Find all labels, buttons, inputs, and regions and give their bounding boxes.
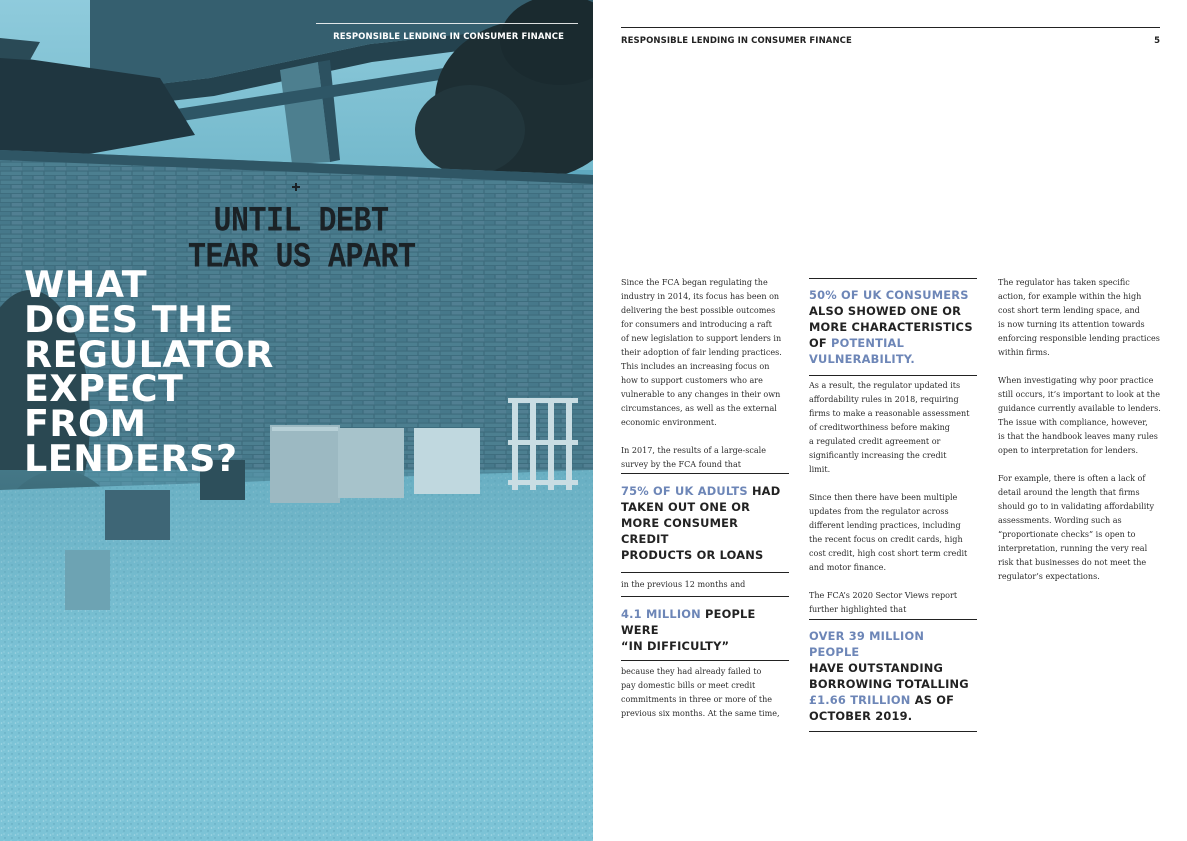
pullquote-rule xyxy=(809,619,977,620)
paragraph xyxy=(809,491,977,575)
pullquote-rule xyxy=(621,660,789,661)
text-line: regulator’s expectations. xyxy=(998,572,1100,581)
text-line: a regulated credit agreement or xyxy=(809,437,941,446)
text-line: commitments in three or more of the xyxy=(621,695,773,704)
left-running-head: RESPONSIBLE LENDING IN CONSUMER FINANCE xyxy=(333,32,564,42)
paragraph xyxy=(621,276,789,430)
pullquote-text: AS OF xyxy=(910,693,955,707)
paragraph xyxy=(809,589,977,617)
text-line: because they had already failed to xyxy=(621,667,762,676)
pullquote-accent: 50% OF UK CONSUMERS xyxy=(809,288,969,302)
text-line: limit. xyxy=(809,465,831,474)
pullquote-rule xyxy=(809,278,977,279)
pullquote-50-percent xyxy=(809,287,977,367)
pullquote-line: OCTOBER 2019. xyxy=(809,709,913,723)
paragraph xyxy=(621,444,789,472)
pullquote-accent: VULNERABILITY. xyxy=(809,352,915,366)
wall-graffiti-line-1: UNTIL DEBT xyxy=(213,201,389,243)
pullquote-text: PEOPLE WERE xyxy=(621,607,756,637)
pullquote-line: HAVE OUTSTANDING xyxy=(809,661,944,675)
paragraph xyxy=(998,374,1168,458)
cover-photo-page xyxy=(0,0,593,841)
text-line: The regulator has taken specific xyxy=(998,278,1130,287)
text-line: “proportionate checks” is open to xyxy=(998,530,1136,539)
text-line: vulnerable to any changes in their own xyxy=(621,390,781,399)
paragraph xyxy=(809,379,977,477)
text-line: in the previous 12 months and xyxy=(621,580,746,589)
pullquote-accent: 4.1 MILLION xyxy=(621,607,701,621)
text-line: The issue with compliance, however, xyxy=(998,418,1148,427)
text-column-1 xyxy=(621,276,789,721)
text-line: open to interpretation for lenders. xyxy=(998,446,1139,455)
text-line: industry in 2014, its focus has been on xyxy=(621,292,780,301)
running-head: RESPONSIBLE LENDING IN CONSUMER FINANCE xyxy=(621,36,852,46)
pullquote-line: BORROWING TOTALLING xyxy=(809,677,969,691)
text-line: risk that businesses do not meet the xyxy=(998,558,1147,567)
text-line: When investigating why poor practice xyxy=(998,376,1154,385)
text-line: action, for example within the high xyxy=(998,292,1142,301)
text-line: should go to in validating affordability xyxy=(998,502,1155,511)
text-line: how to support customers who are xyxy=(621,376,763,385)
text-line: and motor finance. xyxy=(809,563,887,572)
pullquote-4-1-million xyxy=(621,606,789,654)
pullquote-line: PRODUCTS OR LOANS xyxy=(621,548,764,562)
text-line: of new legislation to support lenders in xyxy=(621,334,782,343)
text-line: This includes an increasing focus on xyxy=(621,362,770,371)
text-line: For example, there is often a lack of xyxy=(998,474,1146,483)
title-line: FROM xyxy=(24,402,147,446)
title-line: EXPECT xyxy=(24,367,184,411)
paragraph xyxy=(621,665,789,721)
pullquote-text: HAD xyxy=(747,484,781,498)
text-line: cost credit, high cost short term credit xyxy=(809,549,968,558)
text-line: different lending practices, including xyxy=(809,521,961,530)
left-header-rule xyxy=(316,23,578,24)
title-line: LENDERS? xyxy=(24,436,238,480)
text-line: still occurs, it’s important to look at the xyxy=(998,390,1160,399)
text-line: of creditworthiness before making xyxy=(809,423,950,432)
pullquote-accent: POTENTIAL xyxy=(831,336,905,350)
pullquote-accent: OVER 39 MILLION PEOPLE xyxy=(809,629,925,659)
text-line: economic environment. xyxy=(621,418,717,427)
text-column-3 xyxy=(998,276,1168,584)
header-rule xyxy=(621,27,1160,28)
pullquote-line: ALSO SHOWED ONE OR xyxy=(809,304,962,318)
article-text-page xyxy=(593,0,1187,841)
text-line: previous six months. At the same time, xyxy=(621,709,780,718)
text-column-2 xyxy=(809,276,977,732)
text-line: further highlighted that xyxy=(809,605,907,614)
pullquote-line: MORE CHARACTERISTICS xyxy=(809,320,973,334)
text-line: In 2017, the results of a large-scale xyxy=(621,446,767,455)
pullquote-accent: 75% OF UK ADULTS xyxy=(621,484,748,498)
pullquote-line: TAKEN OUT ONE OR xyxy=(621,500,751,514)
pullquote-line: MORE CONSUMER CREDIT xyxy=(621,516,739,546)
text-line: for consumers and introducing a raft xyxy=(621,320,772,329)
pullquote-accent: £1.66 TRILLION xyxy=(809,693,911,707)
pullquote-rule xyxy=(621,596,789,597)
paragraph xyxy=(998,276,1168,360)
text-line: The FCA’s 2020 Sector Views report xyxy=(809,591,958,600)
text-line: firms to make a reasonable assessment xyxy=(809,409,970,418)
text-line: interpretation, running the very real xyxy=(998,544,1148,553)
pullquote-rule xyxy=(621,572,789,573)
pullquote-rule xyxy=(809,731,977,732)
title-line: REGULATOR xyxy=(24,332,274,376)
pullquote-39-million xyxy=(809,628,977,724)
page-title xyxy=(24,263,324,480)
pullquote-75-percent xyxy=(621,483,789,563)
text-line: within firms. xyxy=(998,348,1050,357)
text-line: significantly increasing the credit xyxy=(809,451,947,460)
text-line: their adoption of fair lending practices. xyxy=(621,348,782,357)
text-line: enforcing responsible lending practices xyxy=(998,334,1160,343)
text-line: cost short term lending space, and xyxy=(998,306,1140,315)
text-line: Since the FCA began regulating the xyxy=(621,278,768,287)
paragraph xyxy=(998,472,1168,584)
text-line: circumstances, as well as the external xyxy=(621,404,777,413)
text-line: assessments. Wording such as xyxy=(998,516,1122,525)
title-line: WHAT xyxy=(24,263,148,306)
text-line: As a result, the regulator updated its xyxy=(809,381,961,390)
text-line: survey by the FCA found that xyxy=(621,460,742,469)
text-line: delivering the best possible outcomes xyxy=(621,306,776,315)
paragraph xyxy=(621,578,789,592)
text-line: is now turning its attention towards xyxy=(998,320,1145,329)
text-line: detail around the length that firms xyxy=(998,488,1140,497)
text-line: affordability rules in 2018, requiring xyxy=(809,395,959,404)
text-line: is that the handbook leaves many rules xyxy=(998,432,1158,441)
pullquote-line: “IN DIFFICULTY” xyxy=(621,639,730,653)
text-line: pay domestic bills or meet credit xyxy=(621,681,756,690)
text-line: Since then there have been multiple xyxy=(809,493,958,502)
pullquote-rule xyxy=(621,473,789,474)
text-line: updates from the regulator across xyxy=(809,507,949,516)
text-line: guidance currently available to lenders. xyxy=(998,404,1161,413)
pullquote-rule xyxy=(809,375,977,376)
title-line: DOES THE xyxy=(24,297,234,341)
wall-graffiti-line-2: TEAR US APART xyxy=(188,237,416,279)
pullquote-text: OF xyxy=(809,336,832,350)
text-line: the recent focus on credit cards, high xyxy=(809,535,963,544)
page-number: 5 xyxy=(1154,36,1160,46)
